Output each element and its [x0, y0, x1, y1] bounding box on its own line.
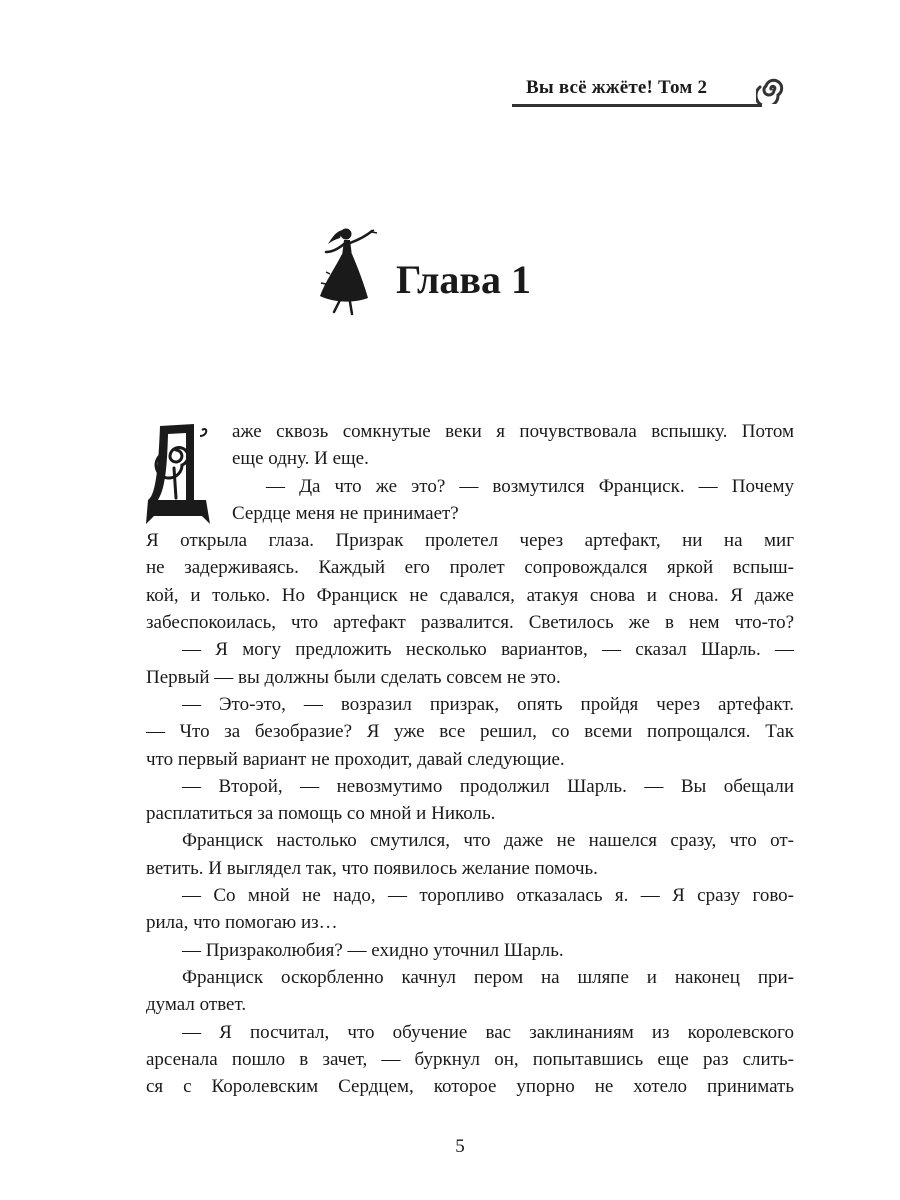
text-line: — Второй, — невозмутимо продолжил Шарль. — Вы обещали — [182, 775, 794, 797]
text-line: Франциск настолько смутился, что даже не нашелся сразу, что от- — [182, 830, 794, 852]
text-line: — Это-это, — возразил призрак, опять пройдя через артефакт. — [182, 693, 794, 715]
text-line: ся с Королевским Сердцем, которое упорно не хотело принимать — [146, 1076, 794, 1098]
running-title: Вы всё жжёте! Том 2 — [526, 77, 708, 98]
chapter-title: Глава 1 — [396, 257, 531, 302]
chapter-heading — [310, 222, 570, 322]
text-line: — Я посчитал, что обучение вас заклинаниям из королевского — [182, 1021, 794, 1043]
text-line: что первый вариант не проходит, давай следующие. — [146, 748, 565, 770]
text-line: арсенала пошло в зачет, — буркнул он, попытавшись еще раз слить- — [146, 1048, 794, 1070]
text-line: — Призраколюбия? — ехидно уточнил Шарль. — [182, 939, 564, 961]
text-line: — Со мной не надо, — торопливо отказалась я. — Я сразу гово- — [182, 885, 794, 907]
text-line: расплатиться за помощь со мной и Николь. — [146, 803, 496, 825]
text-line: — Что за безобразие? Я уже все решил, со всеми попрощался. Так — [146, 721, 794, 743]
header-rule — [512, 104, 762, 107]
body-text — [146, 418, 794, 1100]
text-line: ветить. И выглядел так, что появилось желание помочь. — [146, 857, 598, 879]
text-line: думал ответ. — [146, 994, 247, 1016]
spiral-icon — [756, 74, 786, 104]
text-line: — Я могу предложить несколько вариантов, — сказал Шарль. — — [182, 639, 794, 661]
text-line: Сердце меня не принимает? — [232, 502, 459, 524]
text-line: аже сквозь сомкнутые веки я почувствовала вспышку. Потом — [232, 421, 794, 442]
dancing-girl-icon — [310, 222, 382, 318]
text-line: Франциск оскорбленно качнул пером на шляпе и наконец при- — [182, 966, 794, 988]
running-header — [512, 74, 784, 108]
text-line: забеспокоилась, что артефакт развалится. Светилось же в нем что-то? — [146, 612, 794, 634]
page-number: 5 — [455, 1136, 465, 1157]
text-line: Первый — вы должны были сделать совсем не это. — [146, 666, 561, 688]
text-line: — Да что же это? — возмутился Франциск. — Почему — [266, 475, 794, 497]
text-line: рила, что помогаю из… — [146, 912, 338, 934]
text-line: кой, и только. Но Франциск не сдавался, атакуя снова и снова. Я даже — [146, 584, 794, 606]
text-line: Я открыла глаза. Призрак пролетел через артефакт, ни на миг — [146, 530, 794, 552]
text-line: еще одну. И еще. — [232, 448, 369, 470]
text-line: не задерживаясь. Каждый его пролет сопровождался яркой вспыш- — [146, 557, 794, 579]
